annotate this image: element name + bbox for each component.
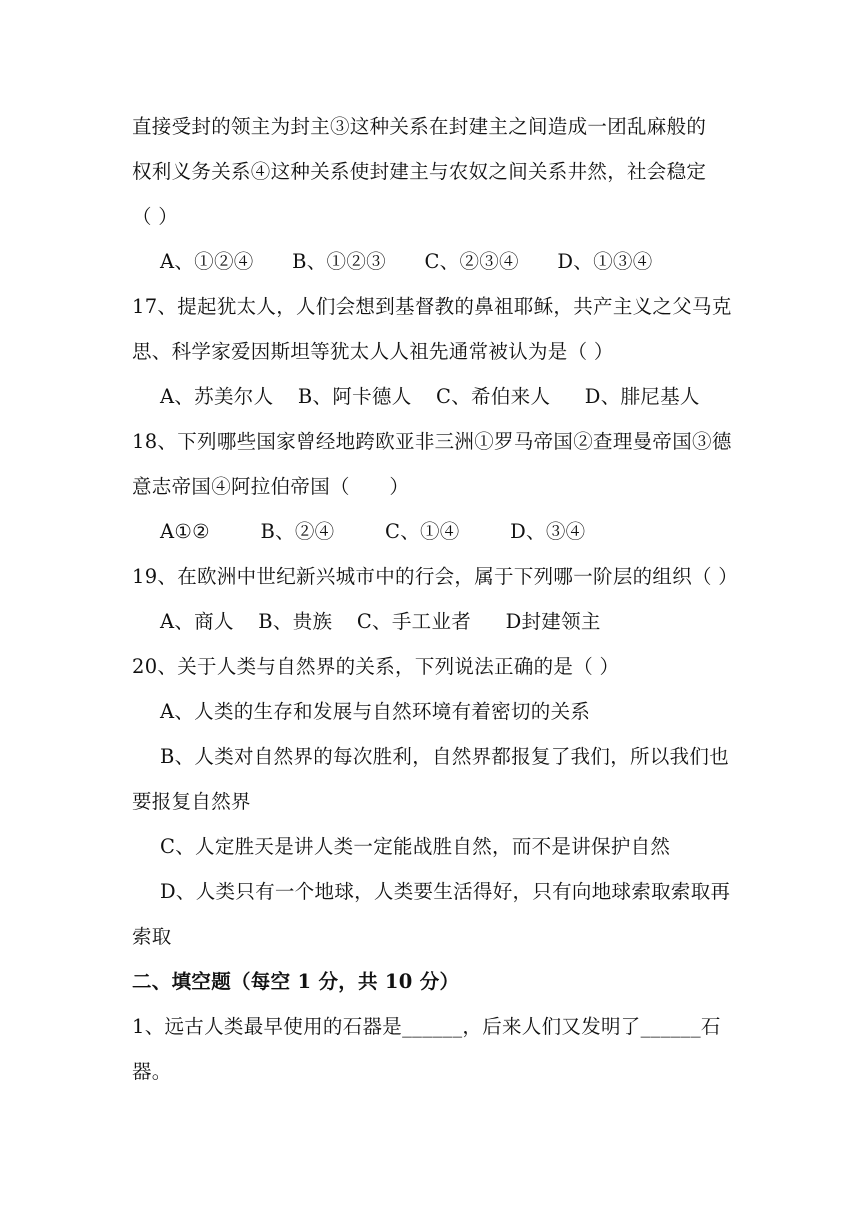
text-line: 权利义务关系④这种关系使封建主与农奴之间关系井然，社会稳定 xyxy=(132,160,707,183)
option-c: C、②③④ xyxy=(424,250,519,273)
text-line: 直接受封的领主为封主③这种关系在封建主之间造成一团乱麻般的 xyxy=(132,115,707,138)
question-17-options xyxy=(160,382,740,412)
question-16-options xyxy=(160,247,740,277)
question-18: 18、下列哪些国家曾经地跨欧亚非三洲①罗马帝国②查理曼帝国③德 xyxy=(132,430,732,453)
option-d: D封建领主 xyxy=(505,610,601,633)
option-b: B、阿卡德人 xyxy=(297,385,412,408)
option-b: B、②④ xyxy=(260,520,335,543)
question-19-options xyxy=(160,607,740,637)
section-heading: 二、填空题（每空 1 分，共 10 分） xyxy=(132,970,460,993)
option-c: C、手工业者 xyxy=(356,610,472,633)
question-20-option-a: A、人类的生存和发展与自然环境有着密切的关系 xyxy=(160,700,591,723)
option-c: C、①④ xyxy=(384,520,460,543)
option-a: A、商人 xyxy=(160,610,234,633)
option-d: D、腓尼基人 xyxy=(584,385,700,408)
question-20-option-b-cont: 要报复自然界 xyxy=(132,790,251,813)
question-18-options xyxy=(160,517,740,547)
option-a: A、苏美尔人 xyxy=(160,385,274,408)
fill-question-1: 1、远古人类最早使用的石器是______，后来人们又发明了______石 xyxy=(132,1015,721,1038)
option-b: B、①②③ xyxy=(292,250,386,273)
option-d: D、③④ xyxy=(510,520,586,543)
question-20-option-d-cont: 索取 xyxy=(132,925,172,948)
question-20-option-b: B、人类对自然界的每次胜利，自然界都报复了我们，所以我们也 xyxy=(160,745,730,768)
option-d: D、①③④ xyxy=(557,250,653,273)
option-c: C、希伯来人 xyxy=(436,385,551,408)
option-a: A、①②④ xyxy=(160,250,254,273)
question-17-cont: 思、科学家爱因斯坦等犹太人人祖先通常被认为是（ ） xyxy=(132,340,614,363)
fill-question-1-cont: 器。 xyxy=(132,1060,172,1083)
question-20: 20、关于人类与自然界的关系，下列说法正确的是（ ） xyxy=(132,655,620,678)
question-18-cont: 意志帝国④阿拉伯帝国（ ） xyxy=(132,475,410,498)
question-17: 17、提起犹太人，人们会想到基督教的鼻祖耶稣，共产主义之父马克 xyxy=(132,295,732,318)
answer-bracket: （ ） xyxy=(132,205,179,228)
question-20-option-c: C、人定胜天是讲人类一定能战胜自然，而不是讲保护自然 xyxy=(160,835,671,858)
option-a: A①② xyxy=(160,520,210,543)
question-20-option-d: D、人类只有一个地球，人类要生活得好，只有向地球索取索取再 xyxy=(160,880,731,903)
option-b: B、贵族 xyxy=(258,610,333,633)
question-19: 19、在欧洲中世纪新兴城市中的行会，属于下列哪一阶层的组织（ ） xyxy=(132,565,739,588)
